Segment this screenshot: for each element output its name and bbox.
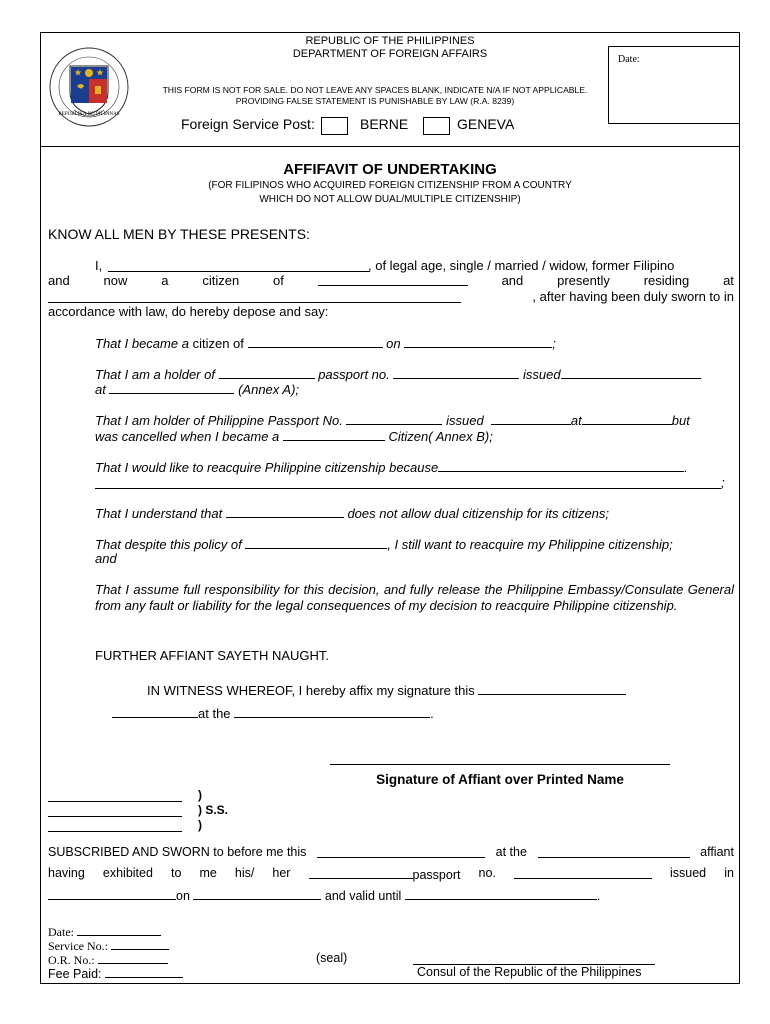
- ss-field-2[interactable]: [48, 816, 182, 817]
- notice-line-2: PROVIDING FALSE STATEMENT IS PUNISHABLE BY LAW (R.A. 8239): [235, 96, 515, 106]
- intro-and-2: and: [501, 273, 524, 288]
- clause-3-line-1: [95, 412, 690, 428]
- ss-paren-3: ): [198, 818, 202, 832]
- subscribed-exhibited: exhibited: [102, 866, 153, 880]
- date-box[interactable]: [608, 46, 740, 124]
- clause-3-line-2: [95, 428, 493, 444]
- footer-service-label: Service No.:: [48, 939, 108, 953]
- subscribed-issue-date-field[interactable]: [193, 887, 321, 900]
- subscribed-passport: passport: [412, 868, 461, 882]
- geneva-label: GENEVA: [457, 116, 515, 132]
- foreign-passport-no-field[interactable]: [393, 366, 519, 379]
- subscribed-issue-place-field[interactable]: [48, 887, 176, 900]
- subscribed-date-field[interactable]: [317, 845, 485, 858]
- footer-service-field[interactable]: [111, 937, 169, 950]
- subscribed-text-c: affiant: [700, 845, 734, 859]
- clause-3-text-f: Citizen( Annex B);: [388, 429, 493, 444]
- clause-1-text-c: on: [386, 336, 401, 351]
- footer-or-label: O.R. No.:: [48, 953, 95, 967]
- reason-field-line-2[interactable]: [95, 488, 721, 489]
- header-line-1: REPUBLIC OF THE PHILIPPINES: [305, 35, 475, 47]
- footer-date-label: Date:: [48, 925, 74, 939]
- subscribed-her: her: [272, 866, 291, 880]
- subscribed-no: no.: [478, 866, 496, 880]
- footer-or-field[interactable]: [98, 951, 168, 964]
- clause-1-text-d: ;: [552, 336, 556, 351]
- ph-passport-issued-field[interactable]: [491, 412, 571, 425]
- clause-3-text-b: issued: [446, 413, 484, 428]
- intro-i: I,: [95, 258, 103, 273]
- consul-label: Consul of the Republic of the Philippines: [417, 965, 642, 979]
- residence-field[interactable]: [48, 302, 461, 303]
- know-all-heading: KNOW ALL MEN BY THESE PRESENTS:: [48, 226, 310, 242]
- berne-checkbox[interactable]: [321, 117, 348, 135]
- ss-label: ) S.S.: [198, 803, 229, 817]
- country-no-dual-field[interactable]: [226, 505, 344, 518]
- intro-citizen: citizen: [202, 273, 240, 288]
- intro-residing: residing: [643, 273, 690, 288]
- clause-3-text-e: was cancelled when I became a: [95, 429, 280, 444]
- clause-7: That I assume full responsibility for this decision, and fully release the Philippine Embassy/Consulate General from any fault or liability for the legal consequences of my decision to reacquire Philippine citizenship.: [95, 582, 734, 613]
- clause-1-text-a: That I became a: [95, 336, 189, 351]
- affiant-signature-line[interactable]: [330, 764, 670, 765]
- subscribed-to: to: [170, 866, 182, 880]
- signature-label: Signature of Affiant over Printed Name: [376, 772, 624, 787]
- clause-1-text-b: citizen of: [192, 336, 244, 351]
- clause-3-text-d: but: [671, 413, 690, 428]
- clause-4-text-a: That I would like to reacquire Philippine citizenship because: [95, 460, 439, 475]
- ss-field-3[interactable]: [48, 831, 182, 832]
- clause-3-text-a: That I am holder of Philippine Passport No.: [95, 413, 343, 428]
- witness-line-2: [112, 705, 434, 721]
- subscribed-me: me: [199, 866, 217, 880]
- intro-line-2: [48, 273, 734, 288]
- document-title: AFFIFAVIT OF UNDERTAKING: [283, 161, 497, 178]
- intro-after: , after having been duly sworn to in: [532, 289, 734, 304]
- berne-label: BERNE: [360, 116, 409, 132]
- ss-paren-1: ): [198, 788, 202, 802]
- clause-4-line-1: [95, 459, 688, 475]
- clause-6-text-c: and: [95, 551, 117, 566]
- witness-line-1: [147, 682, 626, 698]
- subscribed-valid: and valid until: [324, 889, 402, 903]
- subscribed-text-a: SUBSCRIBED AND SWORN to before me this: [48, 845, 307, 859]
- citizenship-field[interactable]: [318, 273, 468, 286]
- footer-fee: [48, 965, 183, 981]
- subtitle-line-2: WHICH DO NOT ALLOW DUAL/MULTIPLE CITIZENSHIP): [259, 194, 521, 205]
- reason-field-line-1[interactable]: [438, 459, 684, 472]
- subscribed-line-3: [48, 887, 600, 903]
- witness-date-field[interactable]: [478, 682, 626, 695]
- ss-field-1[interactable]: [48, 801, 182, 802]
- intro-of: of: [273, 273, 284, 288]
- subscribed-having: having: [48, 866, 85, 880]
- subscribed-in: in: [724, 866, 734, 880]
- affiant-name-field[interactable]: [108, 271, 370, 272]
- clause-6-line-1: [95, 536, 734, 552]
- clause-2-text-b: passport no.: [318, 367, 390, 382]
- foreign-passport-issued-field[interactable]: [561, 366, 701, 379]
- subscribed-line-2: [48, 866, 734, 882]
- subscribed-place-field[interactable]: [538, 845, 690, 858]
- witness-at-the: at the: [198, 706, 231, 721]
- clause-2-text-e: (Annex A);: [238, 382, 300, 397]
- foreign-passport-country-field[interactable]: [219, 366, 315, 379]
- subscribed-text-b: at the: [495, 845, 527, 859]
- subscribed-passport-no-field[interactable]: [514, 866, 652, 879]
- clause-2-line-2: [95, 381, 299, 397]
- clause-2-text-c: issued: [523, 367, 561, 382]
- header-line-2: DEPARTMENT OF FOREIGN AFFAIRS: [292, 48, 488, 60]
- policy-country-field[interactable]: [245, 536, 387, 549]
- notice-line-1: THIS FORM IS NOT FOR SALE. DO NOT LEAVE ANY SPACES BLANK, INDICATE N/A IF NOT APPLICABLE.: [162, 85, 588, 95]
- citizenship-country-field[interactable]: [248, 335, 383, 348]
- further-affiant: FURTHER AFFIANT SAYETH NAUGHT.: [95, 648, 330, 663]
- witness-period: .: [430, 706, 434, 721]
- intro-now: now: [103, 273, 128, 288]
- clause-2-text-d: at: [95, 382, 106, 397]
- foreign-passport-place-field[interactable]: [109, 381, 234, 394]
- intro-presently: presently: [557, 273, 610, 288]
- seal-placeholder: (seal): [316, 951, 348, 965]
- subscribed-valid-until-field[interactable]: [405, 887, 597, 900]
- intro-legal-age: , of legal age, single / married / widow, former Filipino: [368, 258, 675, 273]
- intro-and: and: [48, 273, 70, 288]
- subscribed-passport-type-field[interactable]: [309, 866, 413, 879]
- intro-a: a: [161, 273, 169, 288]
- clause-6-text-a: That despite this policy of: [95, 537, 242, 552]
- clause-1: [95, 335, 556, 351]
- clause-4-text-b: .: [684, 460, 688, 475]
- subscribed-his: his/: [234, 866, 255, 880]
- intro-at: at: [723, 273, 734, 288]
- footer-fee-field[interactable]: [105, 965, 183, 978]
- subscribed-issued: issued: [670, 866, 707, 880]
- subscribed-line-1: [48, 845, 734, 859]
- clause-6-text-b: , I still want to reacquire my Philippine citizenship;: [387, 537, 673, 552]
- foreign-service-post-label: Foreign Service Post:: [181, 116, 315, 132]
- geneva-checkbox[interactable]: [423, 117, 450, 135]
- clause-3-text-c: at: [570, 413, 582, 428]
- clause-2-text-a: That I am a holder of: [95, 367, 215, 382]
- subtitle-line-1: (FOR FILIPINOS WHO ACQUIRED FOREIGN CITIZENSHIP FROM A COUNTRY: [208, 180, 572, 191]
- clause-2-line-1: [95, 366, 701, 382]
- witness-day-field[interactable]: [112, 705, 198, 718]
- ph-passport-place-field[interactable]: [582, 412, 672, 425]
- clause-5-text-a: That I understand that: [95, 506, 223, 521]
- footer-fee-label: Fee Paid:: [48, 967, 102, 981]
- clause-4-text-c: ;: [721, 475, 725, 490]
- header-divider: [40, 146, 740, 147]
- date-label: Date:: [618, 54, 640, 65]
- subscribed-period: .: [596, 889, 601, 903]
- clause-5-text-b: does not allow dual citizenship for its citizens;: [347, 506, 610, 521]
- witness-place-field[interactable]: [234, 705, 430, 718]
- subscribed-on: on: [176, 889, 190, 903]
- seal-text: REPUBLIKA NG PILIPINAS: [58, 112, 120, 117]
- intro-accordance: accordance with law, do hereby depose and say:: [48, 304, 329, 319]
- witness-text: IN WITNESS WHEREOF, I hereby affix my signature this: [147, 683, 475, 698]
- footer-date-field[interactable]: [77, 923, 161, 936]
- clause-5: [95, 505, 609, 521]
- citizenship-date-field[interactable]: [404, 335, 552, 348]
- new-citizenship-field[interactable]: [283, 428, 385, 441]
- ph-passport-no-field[interactable]: [346, 412, 442, 425]
